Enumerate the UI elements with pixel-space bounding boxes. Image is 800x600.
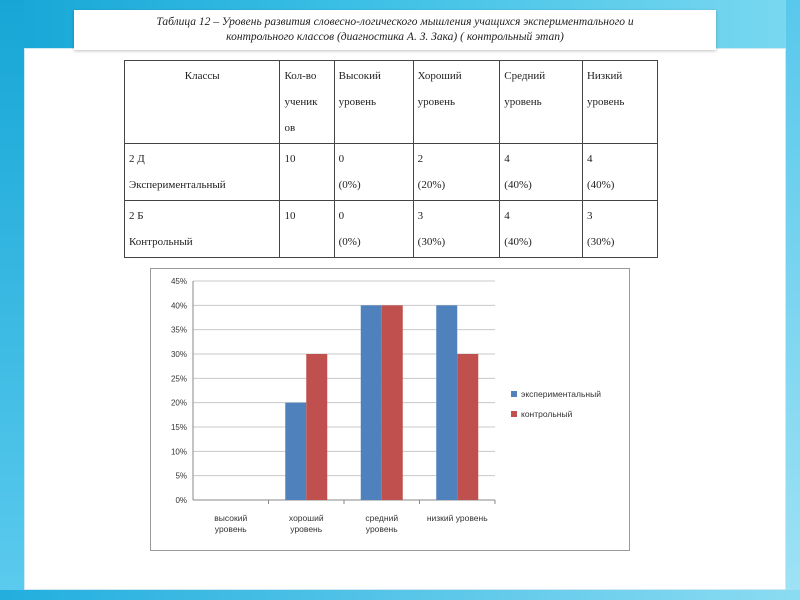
header-low <box>582 61 657 144</box>
row-1-class <box>125 144 280 201</box>
x-tick-label: низкий уровень <box>426 513 488 523</box>
header-high <box>334 61 413 144</box>
row-1-class-name: Экспериментальный <box>129 179 226 191</box>
x-tick-label: средний <box>365 513 399 523</box>
table-row <box>125 144 658 201</box>
row-1-high <box>334 144 413 201</box>
x-tick-label: уровень <box>214 524 247 534</box>
row-2-medium-count: 4 <box>504 210 510 222</box>
row-1-low <box>582 144 657 201</box>
row-1-good <box>413 144 500 201</box>
header-high-line-1: Высокий <box>338 70 381 82</box>
slide-title <box>74 10 716 50</box>
y-tick-label: 10% <box>170 447 187 457</box>
title-line-2: контрольного классов (диагностика А. З. Зака) ( контрольный этап) <box>226 31 564 43</box>
legend-swatch <box>511 391 517 397</box>
x-tick-label: хороший <box>288 513 324 523</box>
y-tick-label: 20% <box>170 398 187 408</box>
row-2-good <box>413 201 500 258</box>
row-2-low-pct: (30%) <box>586 236 615 248</box>
bar <box>306 354 327 500</box>
bar <box>382 305 403 500</box>
header-count-line-3: ов <box>284 122 296 134</box>
row-2-class-code: 2 Б <box>129 210 144 222</box>
row-2-good-count: 3 <box>417 210 424 222</box>
row-1-high-count: 0 <box>338 153 345 165</box>
y-tick-label: 15% <box>170 423 187 432</box>
x-tick-label: уровень <box>290 524 323 534</box>
row-2-high-count: 0 <box>338 210 345 222</box>
row-1-good-pct: (20%) <box>417 179 446 191</box>
header-low-line-1: Низкий <box>586 70 623 82</box>
results-table <box>124 60 658 258</box>
bar <box>361 305 382 500</box>
header-count-line-2: ученик <box>284 96 318 108</box>
row-1-medium <box>500 144 583 201</box>
row-2-class <box>125 201 280 258</box>
legend-swatch <box>511 411 517 417</box>
row-2-good-pct: (30%) <box>417 236 446 248</box>
y-tick-label: 0% <box>175 496 187 505</box>
legend-label: экспериментальный <box>521 389 601 399</box>
bar <box>457 354 478 500</box>
header-medium <box>500 61 583 144</box>
row-1-count-value: 10 <box>284 153 296 165</box>
header-medium-line-1: Средний <box>504 70 546 82</box>
row-2-low <box>582 201 657 258</box>
x-tick-label: уровень <box>365 524 398 534</box>
x-tick-label: высокий <box>214 513 248 523</box>
row-1-low-pct: (40%) <box>586 179 615 191</box>
slide-frame-right <box>786 0 800 600</box>
table-row <box>125 201 658 258</box>
row-1-medium-count: 4 <box>504 153 510 165</box>
row-2-count <box>280 201 334 258</box>
row-2-count-value: 10 <box>284 210 296 222</box>
header-medium-line-2: уровень <box>504 96 542 108</box>
header-count <box>280 61 334 144</box>
header-good-line-1: Хороший <box>417 70 462 82</box>
legend-label: контрольный <box>521 409 573 419</box>
slide-frame-bottom <box>0 590 800 600</box>
row-1-medium-pct: (40%) <box>504 179 532 191</box>
y-tick-label: 40% <box>170 301 187 311</box>
header-low-line-2: уровень <box>586 96 625 108</box>
header-good <box>413 61 500 144</box>
row-2-class-name: Контрольный <box>129 236 193 248</box>
y-tick-label: 35% <box>170 325 187 335</box>
bar <box>285 403 306 500</box>
row-2-medium-pct: (40%) <box>504 236 532 248</box>
slide-frame-left <box>0 0 24 600</box>
header-classes-label: Классы <box>184 70 220 82</box>
row-2-medium <box>500 201 583 258</box>
row-1-count <box>280 144 334 201</box>
row-1-good-count: 2 <box>417 153 424 165</box>
row-1-high-pct: (0%) <box>338 179 361 191</box>
bar-chart <box>150 268 630 551</box>
header-good-line-2: уровень <box>417 96 456 108</box>
y-tick-label: 30% <box>170 350 187 359</box>
y-tick-label: 5% <box>175 471 187 481</box>
row-2-low-count: 3 <box>586 210 593 222</box>
row-2-high-pct: (0%) <box>338 236 361 248</box>
y-tick-label: 45% <box>170 277 187 286</box>
title-line-1: Таблица 12 – Уровень развития словесно-логического мышления учащихся экспериментального и <box>156 16 634 28</box>
bar-chart-svg <box>151 269 629 550</box>
header-count-line-1: Кол-во <box>284 70 317 82</box>
header-high-line-2: уровень <box>338 96 377 108</box>
bar <box>436 305 457 500</box>
header-classes <box>125 61 280 144</box>
y-tick-label: 25% <box>170 374 187 384</box>
row-1-class-code: 2 Д <box>129 153 145 165</box>
table-header-row <box>125 61 658 144</box>
row-1-low-count: 4 <box>586 153 593 165</box>
row-2-high <box>334 201 413 258</box>
